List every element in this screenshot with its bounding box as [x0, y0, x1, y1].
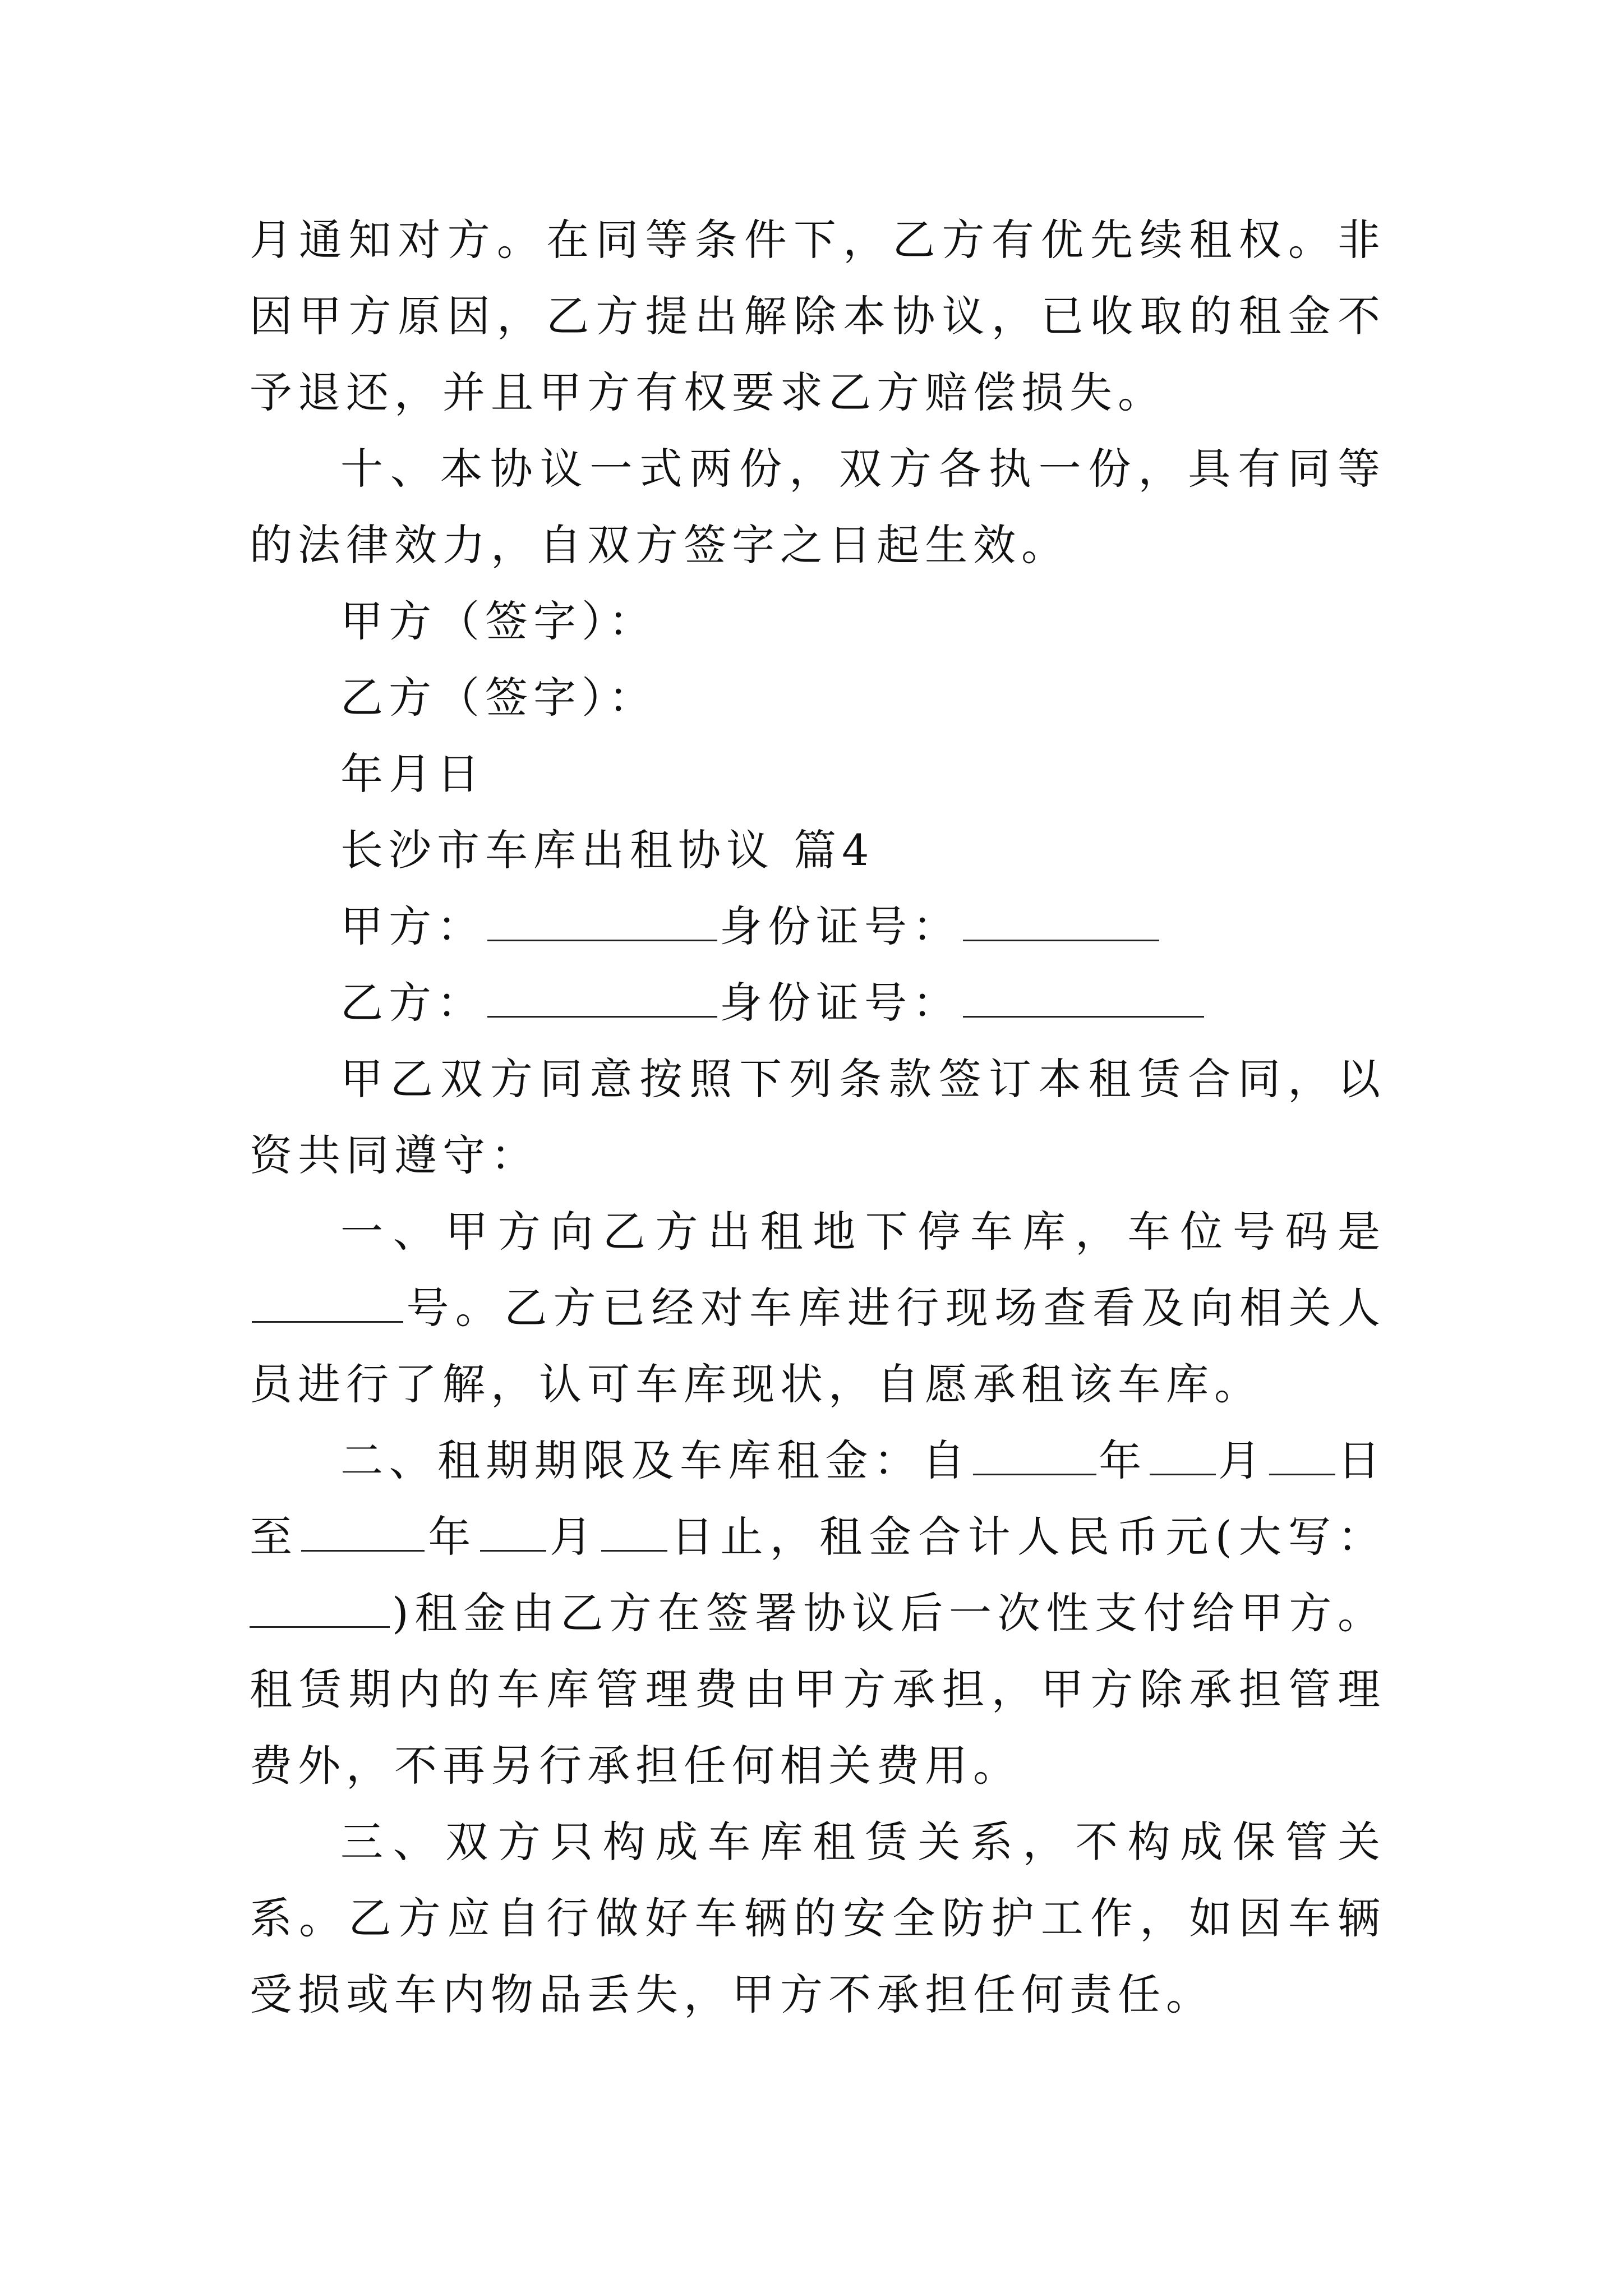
party-a-name-blank	[487, 907, 717, 941]
paragraph-clause-one	[250, 1194, 1386, 1423]
clause-two-text-b: )租金由乙方在签署协议后一次性支付给甲方。租赁期内的车库管理费由甲方承担，甲方除承担管理费外，不再另行承担任何相关费用。	[250, 1588, 1386, 1791]
paragraph-clause-ten: 十、本协议一式两份，双方各执一份，具有同等的法律效力，自双方签字之日起生效。	[250, 444, 1386, 570]
clause-two-text-a: 二、租期期限及车库租金：自	[340, 1435, 971, 1485]
start-year-label: 年	[1098, 1435, 1147, 1485]
section-title: 长沙市车库出租协议 篇4	[340, 825, 875, 875]
parking-number-blank	[252, 1289, 403, 1323]
party-a-label: 甲方：	[340, 901, 485, 951]
party-b-id-label: 身份证号：	[720, 978, 961, 1028]
party-a-line	[250, 889, 1386, 965]
start-day-blank	[1269, 1441, 1335, 1475]
clause-two-end: 日止，租金合计人民币元(大写：	[670, 1512, 1386, 1562]
party-b-line	[250, 965, 1386, 1041]
start-month-label: 月	[1218, 1435, 1267, 1485]
signature-party-b: 乙方（签字）：	[340, 673, 657, 723]
signature-party-a: 甲方（签字）：	[340, 596, 657, 646]
clause-one-text-b: 号。乙方已经对车库进行现场查看及向相关人员进行了解，认可车库现状，自愿承租该车库。	[250, 1283, 1386, 1409]
party-b-label: 乙方：	[340, 978, 485, 1028]
end-year-label: 年	[427, 1512, 478, 1562]
paragraph-termination: 月通知对方。在同等条件下，乙方有优先续租权。非因甲方原因，乙方提出解除本协议，已收取的租金不予退还，并且甲方有权要求乙方赔偿损失。	[250, 215, 1386, 417]
paragraph-clause-two	[250, 1423, 1386, 1804]
date-line: 年月日	[340, 749, 485, 799]
paragraph-intro: 甲乙双方同意按照下列条款签订本租赁合同，以资共同遵守：	[250, 1054, 1386, 1180]
start-month-blank	[1150, 1441, 1216, 1475]
party-b-name-blank	[487, 983, 717, 1018]
end-month-blank	[480, 1517, 546, 1552]
end-year-blank	[301, 1517, 425, 1552]
document-page	[250, 202, 1386, 2033]
party-a-id-blank	[963, 907, 1159, 941]
paragraph-clause-three: 三、双方只构成车库租赁关系，不构成保管关系。乙方应自行做好车辆的安全防护工作，如因车辆受损或车内物品丢失，甲方不承担任何责任。	[250, 1817, 1386, 2019]
start-day-label: 日	[1337, 1435, 1386, 1485]
party-b-id-blank	[963, 983, 1204, 1018]
amount-uppercase-blank	[250, 1594, 390, 1628]
end-month-label: 月	[548, 1512, 600, 1562]
party-a-id-label: 身份证号：	[720, 901, 961, 951]
clause-one-text-a: 一、甲方向乙方出租地下停车库，车位号码是	[340, 1207, 1386, 1257]
start-year-blank	[973, 1441, 1096, 1475]
to-label: 至	[250, 1512, 299, 1562]
end-day-blank	[601, 1517, 667, 1552]
